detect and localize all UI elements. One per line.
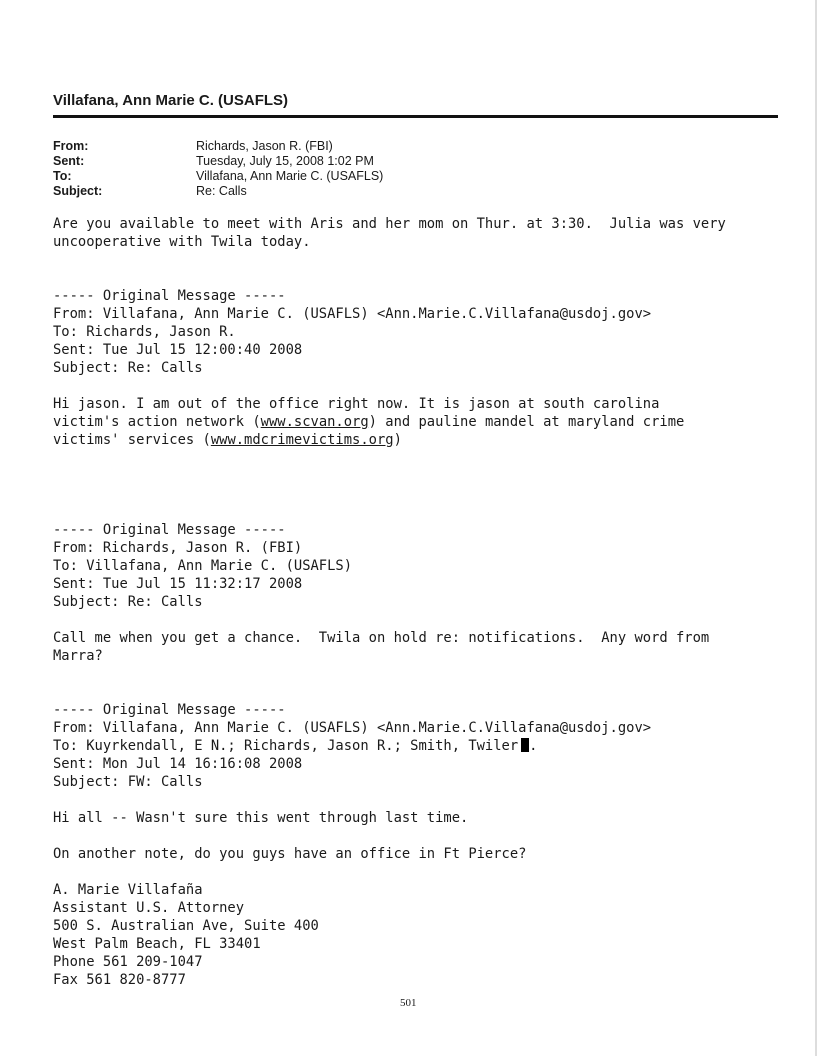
redaction-block — [521, 738, 529, 752]
signature-line: West Palm Beach, FL 33401 — [53, 936, 261, 952]
original-message-3 — [53, 701, 651, 989]
signature-line: Assistant U.S. Attorney — [53, 900, 245, 916]
msg-from: From: Richards, Jason R. (FBI) — [53, 540, 303, 556]
msg-sent: Sent: Tue Jul 15 12:00:40 2008 — [53, 342, 303, 358]
to-value: Villafana, Ann Marie C. (USAFLS) — [196, 169, 384, 183]
body-text: ) — [393, 432, 402, 448]
document-title: Villafana, Ann Marie C. (USAFLS) — [53, 92, 289, 109]
original-message-1 — [53, 287, 684, 449]
msg-to: To: Richards, Jason R. — [53, 324, 236, 340]
body-line: Call me when you get a chance. Twila on hold re: notifications. Any word from — [53, 630, 710, 646]
body-text: victim's action network ( — [53, 414, 261, 430]
msg-to: To: Villafana, Ann Marie C. (USAFLS) — [53, 558, 353, 574]
body-line: Are you available to meet with Aris and her mom on Thur. at 3:30. Julia was very — [53, 216, 726, 232]
reply-text — [53, 215, 726, 251]
signature-line: Fax 561 820-8777 — [53, 972, 186, 988]
page-number: 501 — [400, 997, 417, 1009]
original-message-2 — [53, 521, 709, 665]
msg-subject: Subject: Re: Calls — [53, 594, 203, 610]
msg-sent: Sent: Tue Jul 15 11:32:17 2008 — [53, 576, 303, 592]
msg-subject: Subject: Re: Calls — [53, 360, 203, 376]
signature-line: 500 S. Australian Ave, Suite 400 — [53, 918, 319, 934]
body-line: On another note, do you guys have an office in Ft Pierce? — [53, 846, 527, 862]
msg-from: From: Villafana, Ann Marie C. (USAFLS) <Ann.Marie.C.Villafana@usdoj.gov> — [53, 720, 652, 736]
separator: ----- Original Message ----- — [53, 522, 286, 538]
subject-value: Re: Calls — [196, 184, 247, 198]
subject-label: Subject: — [53, 184, 103, 198]
body-text: ) and pauline mandel at maryland crime — [368, 414, 685, 430]
sent-label: Sent: — [53, 154, 85, 168]
body-text: victims' services ( — [53, 432, 211, 448]
from-label: From: — [53, 139, 89, 153]
scvan-link[interactable]: www.scvan.org — [260, 414, 369, 430]
mdcrimevictims-link[interactable]: www.mdcrimevictims.org — [210, 432, 394, 448]
separator: ----- Original Message ----- — [53, 702, 286, 718]
msg-subject: Subject: FW: Calls — [53, 774, 203, 790]
email-header — [53, 139, 383, 199]
msg-sent: Sent: Mon Jul 14 16:16:08 2008 — [53, 756, 303, 772]
from-value: Richards, Jason R. (FBI) — [196, 139, 333, 153]
msg-from: From: Villafana, Ann Marie C. (USAFLS) <Ann.Marie.C.Villafana@usdoj.gov> — [53, 306, 652, 322]
body-line: Hi jason. I am out of the office right now. It is jason at south carolina — [53, 396, 660, 412]
signature-line: Phone 561 209-1047 — [53, 954, 203, 970]
sent-value: Tuesday, July 15, 2008 1:02 PM — [196, 154, 374, 168]
separator: ----- Original Message ----- — [53, 288, 286, 304]
body-line: Marra? — [53, 648, 103, 664]
to-label: To: — [53, 169, 72, 183]
signature-line: A. Marie Villafaña — [53, 882, 203, 898]
body-line: Hi all -- Wasn't sure this went through last time. — [53, 810, 469, 826]
msg-to-end: . — [529, 738, 538, 754]
body-line: uncooperative with Twila today. — [53, 234, 311, 250]
title-rule — [53, 115, 778, 118]
msg-to: To: Kuyrkendall, E N.; Richards, Jason R.; Smith, Twiler — [53, 738, 519, 754]
